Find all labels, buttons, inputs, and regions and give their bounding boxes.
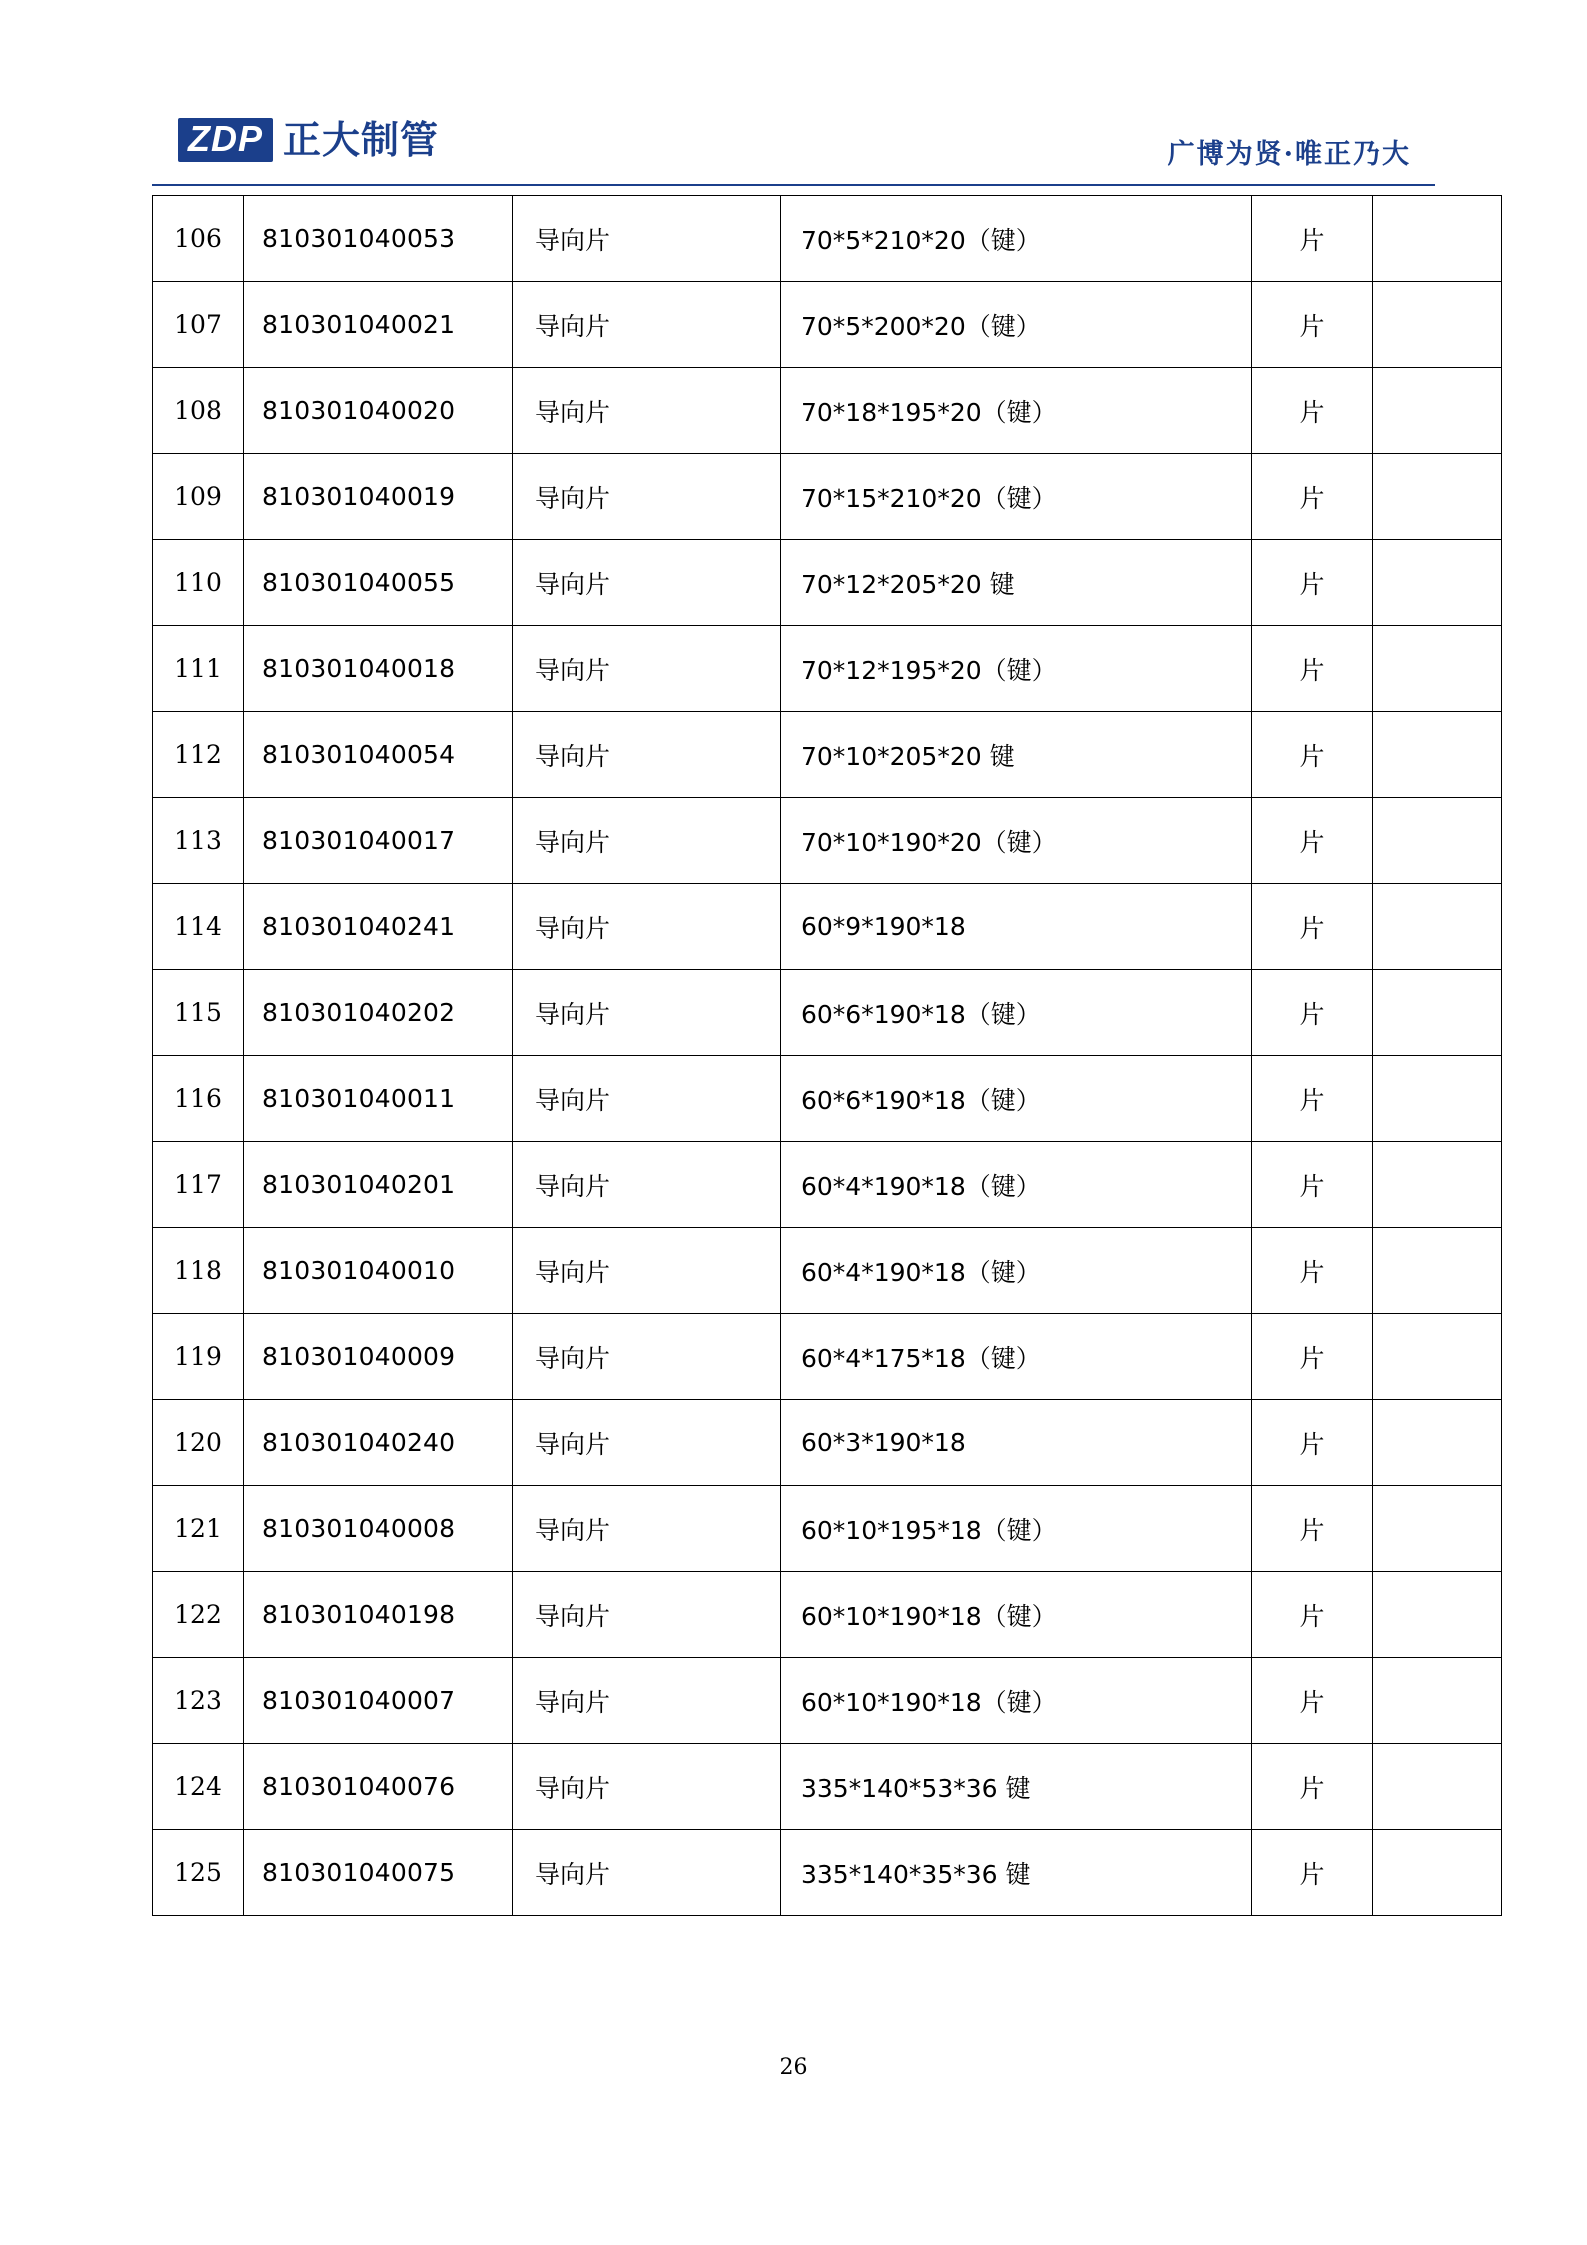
cell-material-code: 810301040020	[244, 368, 513, 454]
cell-material-name: 导向片	[513, 282, 781, 368]
table-row	[153, 712, 1502, 798]
cell-specification: 70*5*200*20（键）	[781, 282, 1252, 368]
cell-index: 114	[153, 884, 244, 970]
logo-company-name: 正大制管	[283, 118, 440, 162]
table-row	[153, 626, 1502, 712]
cell-specification: 70*10*190*20（键）	[781, 798, 1252, 884]
cell-material-name: 导向片	[513, 1658, 781, 1744]
cell-index: 111	[153, 626, 244, 712]
cell-material-name: 导向片	[513, 626, 781, 712]
cell-unit: 片	[1252, 1400, 1373, 1486]
cell-specification: 60*9*190*18	[781, 884, 1252, 970]
table-row	[153, 1142, 1502, 1228]
cell-material-name: 导向片	[513, 1142, 781, 1228]
cell-unit: 片	[1252, 1228, 1373, 1314]
cell-unit: 片	[1252, 1658, 1373, 1744]
cell-material-name: 导向片	[513, 970, 781, 1056]
cell-specification: 60*6*190*18（键）	[781, 1056, 1252, 1142]
cell-specification: 60*10*190*18（键）	[781, 1658, 1252, 1744]
cell-specification: 60*3*190*18	[781, 1400, 1252, 1486]
cell-remark	[1373, 1056, 1502, 1142]
table-row	[153, 1486, 1502, 1572]
cell-index: 118	[153, 1228, 244, 1314]
cell-specification: 335*140*53*36 键	[781, 1744, 1252, 1830]
cell-material-code: 810301040007	[244, 1658, 513, 1744]
cell-unit: 片	[1252, 1744, 1373, 1830]
cell-material-name: 导向片	[513, 1572, 781, 1658]
cell-material-name: 导向片	[513, 712, 781, 798]
cell-unit: 片	[1252, 196, 1373, 282]
cell-unit: 片	[1252, 368, 1373, 454]
page-header	[0, 118, 1587, 188]
cell-remark	[1373, 712, 1502, 798]
cell-index: 115	[153, 970, 244, 1056]
cell-index: 121	[153, 1486, 244, 1572]
cell-remark	[1373, 1314, 1502, 1400]
cell-specification: 60*10*190*18（键）	[781, 1572, 1252, 1658]
cell-material-code: 810301040055	[244, 540, 513, 626]
cell-index: 113	[153, 798, 244, 884]
cell-material-code: 810301040201	[244, 1142, 513, 1228]
cell-specification: 335*140*35*36 键	[781, 1830, 1252, 1916]
page-footer	[0, 2055, 1587, 2080]
cell-unit: 片	[1252, 798, 1373, 884]
cell-material-code: 810301040021	[244, 282, 513, 368]
cell-unit: 片	[1252, 1572, 1373, 1658]
cell-material-name: 导向片	[513, 1400, 781, 1486]
cell-index: 116	[153, 1056, 244, 1142]
table-row	[153, 1744, 1502, 1830]
cell-unit: 片	[1252, 1830, 1373, 1916]
cell-index: 123	[153, 1658, 244, 1744]
table-row	[153, 1400, 1502, 1486]
cell-index: 109	[153, 454, 244, 540]
cell-material-code: 810301040011	[244, 1056, 513, 1142]
cell-material-code: 810301040008	[244, 1486, 513, 1572]
table-row	[153, 1228, 1502, 1314]
cell-remark	[1373, 884, 1502, 970]
table-row	[153, 1572, 1502, 1658]
cell-remark	[1373, 1830, 1502, 1916]
cell-material-code: 810301040009	[244, 1314, 513, 1400]
cell-material-code: 810301040054	[244, 712, 513, 798]
cell-remark	[1373, 1658, 1502, 1744]
cell-unit: 片	[1252, 282, 1373, 368]
cell-unit: 片	[1252, 626, 1373, 712]
cell-index: 112	[153, 712, 244, 798]
cell-index: 124	[153, 1744, 244, 1830]
cell-unit: 片	[1252, 540, 1373, 626]
cell-material-code: 810301040053	[244, 196, 513, 282]
company-logo	[178, 118, 439, 162]
cell-remark	[1373, 1744, 1502, 1830]
cell-material-name: 导向片	[513, 196, 781, 282]
cell-unit: 片	[1252, 970, 1373, 1056]
cell-specification: 70*10*205*20 键	[781, 712, 1252, 798]
cell-material-name: 导向片	[513, 368, 781, 454]
cell-material-name: 导向片	[513, 884, 781, 970]
table-row	[153, 1056, 1502, 1142]
table-row	[153, 1830, 1502, 1916]
table-row	[153, 1314, 1502, 1400]
table-row	[153, 368, 1502, 454]
cell-unit: 片	[1252, 1056, 1373, 1142]
cell-unit: 片	[1252, 1142, 1373, 1228]
cell-index: 108	[153, 368, 244, 454]
cell-remark	[1373, 970, 1502, 1056]
header-divider	[152, 184, 1435, 186]
cell-specification: 60*6*190*18（键）	[781, 970, 1252, 1056]
cell-material-name: 导向片	[513, 1744, 781, 1830]
parts-table-body	[153, 196, 1502, 1916]
cell-material-name: 导向片	[513, 798, 781, 884]
cell-unit: 片	[1252, 1486, 1373, 1572]
cell-material-name: 导向片	[513, 1056, 781, 1142]
cell-unit: 片	[1252, 884, 1373, 970]
cell-specification: 60*4*190*18（键）	[781, 1228, 1252, 1314]
cell-index: 125	[153, 1830, 244, 1916]
table-row	[153, 884, 1502, 970]
cell-material-code: 810301040076	[244, 1744, 513, 1830]
cell-specification: 70*18*195*20（键）	[781, 368, 1252, 454]
cell-remark	[1373, 1142, 1502, 1228]
cell-material-code: 810301040240	[244, 1400, 513, 1486]
cell-specification: 70*5*210*20（键）	[781, 196, 1252, 282]
cell-material-name: 导向片	[513, 1830, 781, 1916]
cell-material-code: 810301040010	[244, 1228, 513, 1314]
cell-index: 106	[153, 196, 244, 282]
cell-material-code: 810301040241	[244, 884, 513, 970]
cell-material-code: 810301040018	[244, 626, 513, 712]
table-row	[153, 970, 1502, 1056]
cell-remark	[1373, 196, 1502, 282]
cell-remark	[1373, 540, 1502, 626]
page-number: 26	[779, 2055, 808, 2080]
cell-material-code: 810301040202	[244, 970, 513, 1056]
cell-remark	[1373, 798, 1502, 884]
cell-index: 117	[153, 1142, 244, 1228]
table-row	[153, 798, 1502, 884]
cell-index: 120	[153, 1400, 244, 1486]
logo-mark-icon: ZDP	[178, 118, 273, 162]
table-row	[153, 1658, 1502, 1744]
cell-remark	[1373, 1486, 1502, 1572]
cell-material-name: 导向片	[513, 1486, 781, 1572]
parts-table-container	[152, 195, 1435, 1916]
cell-remark	[1373, 626, 1502, 712]
cell-specification: 70*15*210*20（键）	[781, 454, 1252, 540]
cell-specification: 70*12*205*20 键	[781, 540, 1252, 626]
company-slogan: 广博为贤·唯正乃大	[1167, 139, 1411, 170]
cell-material-code: 810301040198	[244, 1572, 513, 1658]
cell-remark	[1373, 282, 1502, 368]
cell-material-code: 810301040019	[244, 454, 513, 540]
cell-index: 107	[153, 282, 244, 368]
cell-material-name: 导向片	[513, 454, 781, 540]
cell-material-code: 810301040075	[244, 1830, 513, 1916]
cell-unit: 片	[1252, 1314, 1373, 1400]
cell-remark	[1373, 1400, 1502, 1486]
table-row	[153, 540, 1502, 626]
cell-remark	[1373, 454, 1502, 540]
cell-specification: 70*12*195*20（键）	[781, 626, 1252, 712]
cell-specification: 60*4*190*18（键）	[781, 1142, 1252, 1228]
cell-remark	[1373, 1572, 1502, 1658]
table-row	[153, 196, 1502, 282]
parts-table	[152, 195, 1502, 1916]
cell-material-name: 导向片	[513, 1314, 781, 1400]
cell-index: 110	[153, 540, 244, 626]
cell-material-name: 导向片	[513, 1228, 781, 1314]
cell-index: 122	[153, 1572, 244, 1658]
cell-material-code: 810301040017	[244, 798, 513, 884]
cell-unit: 片	[1252, 712, 1373, 798]
cell-specification: 60*10*195*18（键）	[781, 1486, 1252, 1572]
cell-specification: 60*4*175*18（键）	[781, 1314, 1252, 1400]
table-row	[153, 454, 1502, 540]
cell-material-name: 导向片	[513, 540, 781, 626]
table-row	[153, 282, 1502, 368]
cell-index: 119	[153, 1314, 244, 1400]
cell-remark	[1373, 368, 1502, 454]
cell-remark	[1373, 1228, 1502, 1314]
cell-unit: 片	[1252, 454, 1373, 540]
